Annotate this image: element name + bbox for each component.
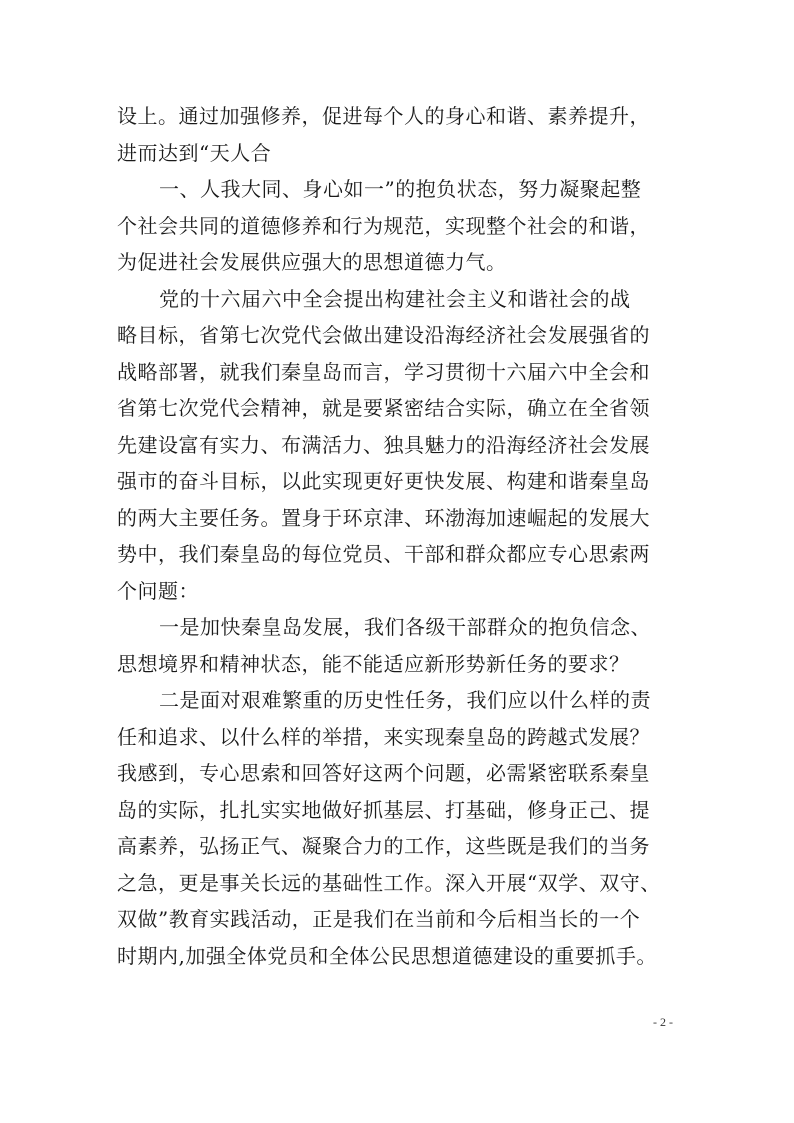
text-line: 战略部署，就我们秦皇岛而言，学习贯彻十六届六中全会和 — [117, 359, 650, 384]
paragraph — [117, 171, 677, 281]
text-line: 势中，我们秦皇岛的每位党员、干部和群众都应专心思索两 — [117, 542, 650, 566]
text-line: 之急，更是事关长远的基础性工作。深入开展“双学、双守、 — [117, 870, 661, 895]
text-line: 略目标，省第七次党代会做出建设沿海经济社会发展强省的 — [117, 323, 650, 347]
text-line: 高素养，弘扬正气、凝聚合力的工作，这些既是我们的当务 — [117, 834, 650, 858]
text-line: 一是加快秦皇岛发展，我们各级干部群众的抱负信念、 — [159, 615, 651, 639]
paragraph — [117, 281, 677, 610]
paragraph — [117, 609, 677, 682]
text-line: 进而达到“天人合 — [117, 140, 272, 165]
text-line: 的两大主要任务。置身于环京津、环渤海加速崛起的发展大 — [117, 505, 650, 530]
paragraph — [117, 98, 677, 171]
page-number: - 2 - — [653, 1015, 673, 1029]
paragraph — [117, 682, 677, 974]
text-line: 强市的奋斗目标，以此实现更好更快发展、构建和谐秦皇岛 — [117, 469, 650, 493]
document-body — [117, 98, 677, 974]
text-line: 省第七次党代会精神，就是要紧密结合实际，确立在全省领 — [117, 396, 650, 420]
text-line: 岛的实际，扎扎实实地做好抓基层、打基础，修身正己、提 — [117, 797, 650, 822]
text-line: 先建设富有实力、布满活力、独具魅力的沿海经济社会发展 — [117, 432, 650, 457]
text-line: 一、人我大同、身心如一”的抱负状态，努力凝聚起整 — [159, 177, 642, 201]
text-line: 双做”教育实践活动，正是我们在当前和今后相当长的一个 — [117, 907, 641, 931]
text-line: 个问题： — [117, 578, 199, 603]
text-line: 党的十六届六中全会提出构建社会主义和谐社会的战 — [159, 286, 631, 311]
text-line: 二是面对艰难繁重的历史性任务，我们应以什么样的责 — [159, 688, 651, 712]
text-line: 任和追求、以什么样的举措，来实现秦皇岛的跨越式发展？ — [117, 724, 650, 749]
text-line: 个社会共同的道德修养和行为规范，实现整个社会的和谐， — [117, 213, 650, 238]
text-line: 思想境界和精神状态，能不能适应新形势新任务的要求？ — [117, 651, 630, 676]
text-line: 设上。通过加强修养，促进每个人的身心和谐、素养提升， — [117, 104, 650, 128]
text-line: 时期内,加强全体党员和全体公民思想道德建设的重要抓手。 — [117, 943, 657, 968]
text-line: 为促进社会发展供应强大的思想道德力气。 — [117, 250, 507, 274]
text-line: 我感到，专心思索和回答好这两个问题，必需紧密联系秦皇 — [117, 761, 650, 785]
